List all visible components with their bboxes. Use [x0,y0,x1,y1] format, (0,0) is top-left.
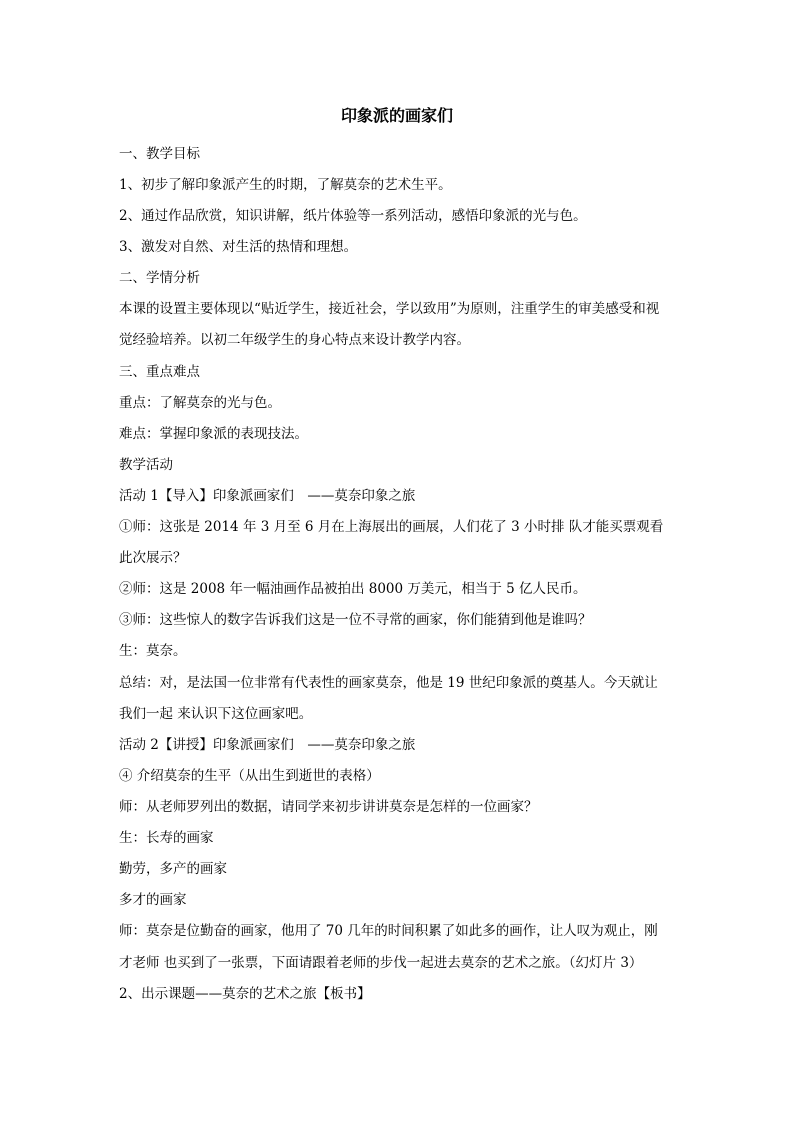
paragraph-line: 师：莫奈是位勤奋的画家，他用了 70 几年的时间积累了如此多的画作，让人叹为观止，刚 [119,923,658,939]
paragraph-line: 本课的设置主要体现以“贴近学生，接近社会，学以致用”为原则，注重学生的审美感受和视 [119,301,660,317]
paragraph-line: 1、初步了解印象派产生的时期，了解莫奈的艺术生平。 [119,177,452,193]
activity-heading: 活动 2【讲授】印象派画家们 ——莫奈印象之旅 [119,737,416,753]
paragraph-line: ②师：这是 2008 年一幅油画作品被拍出 8000 万美元，相当于 5 亿人民币。 [119,581,587,597]
section-heading-activities: 教学活动 [119,457,173,473]
paragraph-line: ④ 介绍莫奈的生平（从出生到逝世的表格） [119,768,380,784]
paragraph-line: 2、出示课题——莫奈的艺术之旅【板书】 [119,986,371,1002]
paragraph-line: 2、通过作品欣赏，知识讲解，纸片体验等一系列活动，感悟印象派的光与色。 [119,208,587,224]
paragraph-line: 总结：对，是法国一位非常有代表性的画家莫奈，他是 19 世纪印象派的奠基人。今天就让 [119,675,658,691]
section-heading-key-points: 三、重点难点 [119,364,200,380]
paragraph-line: 3、激发对自然、对生活的热情和理想。 [119,239,358,255]
section-heading-analysis: 二、学情分析 [119,270,200,286]
paragraph-line: 重点：了解莫奈的光与色。 [119,395,281,411]
paragraph-line: 生：长寿的画家 [119,830,214,846]
paragraph-line: 师：从老师罗列出的数据，请同学来初步讲讲莫奈是怎样的一位画家？ [119,799,538,815]
paragraph-line: 才老师 也买到了一张票，下面请跟着老师的步伐一起进去莫奈的艺术之旅。（幻灯片 3） [119,955,643,971]
document-title: 印象派的画家们 [340,106,453,125]
paragraph-line: ①师：这张是 2014 年 3 月至 6 月在上海展出的画展，人们花了 3 小时排 队才能买票观看 [119,519,664,535]
paragraph-line: 难点：掌握印象派的表现技法。 [119,426,308,442]
paragraph-line: 我们一起 来认识下这位画家吧。 [119,706,313,722]
paragraph-line: 此次展示？ [119,550,187,566]
paragraph-line: 多才的画家 [119,892,187,908]
paragraph-line: 觉经验培养。以初二年级学生的身心特点来设计教学内容。 [119,332,470,348]
activity-heading: 活动 1【导入】印象派画家们 ——莫奈印象之旅 [119,488,416,504]
paragraph-line: 生：莫奈。 [119,643,187,659]
paragraph-line: 勤劳，多产的画家 [119,861,227,877]
section-heading-objectives: 一、教学目标 [119,146,200,162]
paragraph-line: ③师：这些惊人的数字告诉我们这是一位不寻常的画家，你们能猜到他是谁吗？ [119,612,592,628]
